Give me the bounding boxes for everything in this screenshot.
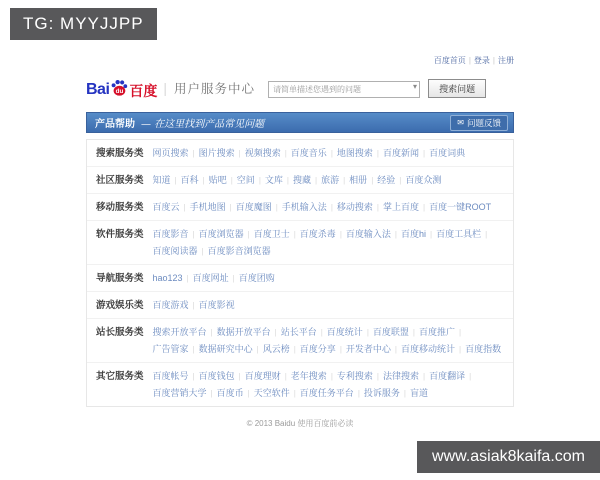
- header: [86, 73, 514, 103]
- link-separator: |: [403, 389, 406, 398]
- link-separator: |: [230, 176, 233, 185]
- category-link[interactable]: 投诉服务: [363, 388, 400, 398]
- category-link[interactable]: 法律搜索: [382, 371, 419, 381]
- category-link[interactable]: 文库: [264, 175, 283, 185]
- category-link[interactable]: 搜索开放平台: [152, 327, 207, 337]
- category-link[interactable]: 网页搜索: [152, 148, 189, 158]
- category-link[interactable]: hao123: [152, 273, 183, 283]
- product-help-banner: [86, 112, 514, 133]
- feedback-button[interactable]: [450, 115, 508, 131]
- banner-subtitle: — 在这里找到产品常见问题: [141, 119, 265, 130]
- link-separator: |: [192, 345, 195, 354]
- category-link[interactable]: 百度联盟: [372, 327, 409, 337]
- category-row: [87, 167, 513, 194]
- category-link[interactable]: 百度魔图: [235, 202, 272, 212]
- category-link[interactable]: 百度游戏: [152, 300, 189, 310]
- link-separator: |: [459, 345, 462, 354]
- link-separator: |: [286, 176, 289, 185]
- category-link[interactable]: 百度网址: [192, 273, 229, 283]
- category-links: [153, 297, 504, 314]
- banner-title: 产品帮助: [95, 119, 135, 130]
- category-link[interactable]: 百度影音浏览器: [207, 246, 271, 256]
- category-link[interactable]: 百度阅读器: [152, 246, 198, 256]
- link-separator: |: [258, 176, 261, 185]
- logo-divider: |: [163, 80, 168, 96]
- link-separator: |: [174, 176, 177, 185]
- link-separator: |: [202, 176, 205, 185]
- category-link[interactable]: 百度理财: [244, 371, 281, 381]
- category-link[interactable]: 移动搜索: [336, 202, 373, 212]
- category-link[interactable]: 贴吧: [208, 175, 227, 185]
- category-link[interactable]: 百度钱包: [198, 371, 235, 381]
- link-separator: |: [192, 372, 195, 381]
- category-link[interactable]: 旅游: [321, 175, 340, 185]
- category-row: [87, 319, 513, 363]
- category-links: [153, 226, 504, 260]
- category-link[interactable]: 盲道: [409, 388, 428, 398]
- category-link[interactable]: 百度移动统计: [400, 344, 455, 354]
- category-link[interactable]: 图片搜索: [198, 148, 235, 158]
- category-link[interactable]: 广告管家: [152, 344, 189, 354]
- link-separator: |: [423, 203, 426, 212]
- top-link[interactable]: 登录: [473, 56, 490, 65]
- link-separator: |: [192, 230, 195, 239]
- link-separator: |: [492, 56, 495, 65]
- category-link[interactable]: 百度浏览器: [198, 229, 244, 239]
- link-separator: |: [376, 372, 379, 381]
- link-separator: |: [371, 176, 374, 185]
- category-link[interactable]: 空间: [236, 175, 255, 185]
- telegram-watermark: TG: MYYJJPP: [10, 8, 157, 40]
- link-separator: |: [192, 301, 195, 310]
- category-link[interactable]: 百度工具栏: [436, 229, 482, 239]
- category-row: [87, 363, 513, 406]
- link-separator: |: [394, 345, 397, 354]
- category-link[interactable]: 天空软件: [253, 388, 290, 398]
- category-row: [87, 194, 513, 221]
- logo-text-cn: 百度: [129, 82, 158, 99]
- feedback-button-label: 问题反馈: [466, 117, 501, 128]
- category-link[interactable]: 开发者中心: [345, 344, 391, 354]
- category-link[interactable]: 百度音乐: [290, 148, 327, 158]
- link-separator: |: [423, 372, 426, 381]
- category-link[interactable]: 视频搜索: [244, 148, 281, 158]
- baidu-paw-icon: [110, 79, 128, 97]
- category-link[interactable]: 百度分享: [299, 344, 336, 354]
- category-row: [87, 265, 513, 292]
- category-link[interactable]: 数据研究中心: [198, 344, 253, 354]
- category-link[interactable]: 专利搜索: [336, 371, 373, 381]
- category-link[interactable]: 百度词典: [429, 148, 466, 158]
- baidu-logo[interactable]: [86, 79, 157, 98]
- top-link[interactable]: 注册: [498, 56, 514, 65]
- top-links: [86, 55, 514, 66]
- category-label: 其它服务类: [96, 371, 144, 382]
- link-separator: |: [210, 328, 213, 337]
- category-link[interactable]: 经验: [377, 175, 396, 185]
- logo-text-bai: Bai: [86, 80, 110, 98]
- link-separator: |: [485, 230, 488, 239]
- category-row: [87, 221, 513, 265]
- category-link[interactable]: 地图搜索: [336, 148, 373, 158]
- link-separator: |: [201, 247, 204, 256]
- link-separator: |: [293, 389, 296, 398]
- link-separator: |: [376, 149, 379, 158]
- category-link[interactable]: 百度杀毒: [299, 229, 336, 239]
- category-link[interactable]: 百度团购: [238, 273, 275, 283]
- search-question-button[interactable]: 搜索问题: [428, 79, 486, 98]
- link-separator: |: [210, 389, 213, 398]
- logo-text-du: du: [116, 87, 124, 95]
- site-title: 用户服务中心: [174, 82, 256, 96]
- link-separator: |: [183, 203, 186, 212]
- link-separator: |: [469, 372, 472, 381]
- category-link[interactable]: 百度翻译: [429, 371, 466, 381]
- link-separator: |: [293, 345, 296, 354]
- link-separator: |: [320, 328, 323, 337]
- link-separator: |: [330, 149, 333, 158]
- link-separator: |: [430, 230, 433, 239]
- link-separator: |: [423, 149, 426, 158]
- category-link[interactable]: 掌上百度: [382, 202, 419, 212]
- website-watermark: www.asiak8kaifa.com: [417, 441, 600, 473]
- page-container: [86, 0, 514, 429]
- category-link[interactable]: 百科: [180, 175, 199, 185]
- category-row: [87, 292, 513, 319]
- category-link[interactable]: 百度hi: [400, 229, 426, 239]
- category-links: [153, 145, 504, 162]
- category-link[interactable]: 手机地图: [189, 202, 226, 212]
- category-link[interactable]: 百度影音: [152, 229, 189, 239]
- category-link[interactable]: 老年搜索: [290, 371, 327, 381]
- category-link[interactable]: 百度指数: [465, 344, 502, 354]
- search-input[interactable]: [268, 81, 420, 98]
- category-link[interactable]: 搜藏: [292, 175, 311, 185]
- search-dropdown-arrow-icon[interactable]: ▾: [413, 81, 418, 91]
- link-separator: |: [330, 372, 333, 381]
- category-link[interactable]: 风云榜: [262, 344, 290, 354]
- link-separator: |: [238, 149, 241, 158]
- category-link[interactable]: 百度卫士: [253, 229, 290, 239]
- link-separator: |: [315, 176, 318, 185]
- category-link[interactable]: 相册: [349, 175, 368, 185]
- category-label: 社区服务类: [96, 175, 144, 186]
- category-table: [86, 139, 514, 407]
- category-link[interactable]: 站长平台: [280, 327, 317, 337]
- category-link[interactable]: 手机输入法: [281, 202, 327, 212]
- link-separator: |: [247, 230, 250, 239]
- category-link[interactable]: 百度云: [152, 202, 180, 212]
- link-separator: |: [238, 372, 241, 381]
- link-separator: |: [412, 328, 415, 337]
- category-link[interactable]: 百度币: [216, 388, 244, 398]
- category-link[interactable]: 百度新闻: [382, 148, 419, 158]
- link-separator: |: [192, 149, 195, 158]
- search-bar: [268, 79, 486, 98]
- link-separator: |: [459, 328, 462, 337]
- link-separator: |: [284, 149, 287, 158]
- category-links: [153, 324, 504, 358]
- link-separator: |: [247, 389, 250, 398]
- link-separator: |: [186, 274, 189, 283]
- link-separator: |: [366, 328, 369, 337]
- link-separator: |: [394, 230, 397, 239]
- category-label: 软件服务类: [96, 229, 144, 240]
- link-separator: |: [284, 372, 287, 381]
- category-links: [153, 199, 504, 216]
- link-separator: |: [339, 345, 342, 354]
- link-separator: |: [343, 176, 346, 185]
- category-label: 导航服务类: [96, 273, 144, 284]
- category-label: 移动服务类: [96, 202, 144, 213]
- banner-text: [95, 115, 264, 130]
- category-label: 站长服务类: [96, 327, 144, 338]
- category-label: 搜索服务类: [96, 148, 144, 159]
- link-separator: |: [275, 203, 278, 212]
- link-separator: |: [229, 203, 232, 212]
- category-link[interactable]: 百度帐号: [152, 371, 189, 381]
- link-separator: |: [232, 274, 235, 283]
- category-links: [153, 270, 504, 287]
- category-link[interactable]: 数据开放平台: [216, 327, 271, 337]
- link-separator: |: [256, 345, 259, 354]
- category-links: [153, 368, 504, 402]
- category-links: [153, 172, 504, 189]
- category-link[interactable]: 百度一键ROOT: [429, 202, 492, 212]
- category-label: 游戏娱乐类: [96, 300, 144, 311]
- category-link[interactable]: 百度影视: [198, 300, 235, 310]
- link-separator: |: [293, 230, 296, 239]
- search-input-wrap: [268, 79, 420, 98]
- footer-copyright: © 2013 Baidu 使用百度前必读: [246, 419, 354, 428]
- mail-icon: ✉: [457, 118, 464, 127]
- link-separator: |: [274, 328, 277, 337]
- top-link[interactable]: 百度首页: [433, 56, 466, 65]
- category-row: [87, 140, 513, 167]
- category-link[interactable]: 百度众测: [405, 175, 442, 185]
- category-link[interactable]: 百度任务平台: [299, 388, 354, 398]
- link-separator: |: [357, 389, 360, 398]
- category-link[interactable]: 百度统计: [326, 327, 363, 337]
- category-link[interactable]: 百度推广: [418, 327, 455, 337]
- category-link[interactable]: 百度营销大学: [152, 388, 207, 398]
- link-separator: |: [339, 230, 342, 239]
- link-separator: |: [399, 176, 402, 185]
- category-link[interactable]: 百度输入法: [345, 229, 391, 239]
- link-separator: |: [468, 56, 471, 65]
- category-link[interactable]: 知道: [152, 175, 171, 185]
- link-separator: |: [376, 203, 379, 212]
- link-separator: |: [330, 203, 333, 212]
